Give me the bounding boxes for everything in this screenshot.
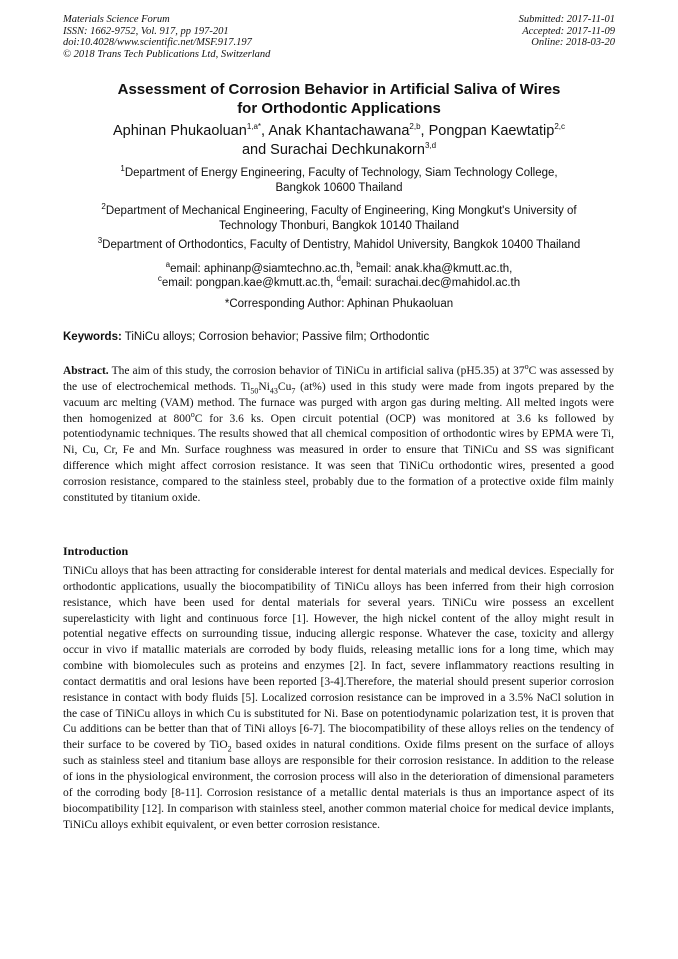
keywords — [63, 331, 623, 343]
author-4-affil: 3,d — [424, 141, 437, 151]
affiliation-3-number: 3 — [97, 236, 103, 246]
keywords-label: Keywords: — [63, 331, 122, 343]
journal-name: Materials Science Forum — [63, 14, 170, 25]
subscript: 2 — [227, 744, 232, 754]
email-c[interactable]: email: pongpan.kae@kmutt.ac.th, — [161, 277, 337, 289]
author-4: Surachai Dechkunakorn — [270, 142, 425, 158]
introduction-body — [63, 564, 614, 833]
journal-copyright: © 2018 Trans Tech Publications Ltd, Switzerland — [63, 48, 271, 60]
affiliation-2-line-2: Technology Thonburi, Bangkok 10140 Thailand — [219, 220, 459, 232]
email-b[interactable]: email: anak.kha@kmutt.ac.th, — [360, 263, 513, 275]
affiliation-1-number: 1 — [120, 164, 125, 174]
author-1: Aphinan Phukaoluan — [112, 123, 247, 139]
email-d[interactable]: email: surachai.dec@mahidol.ac.th — [340, 277, 521, 289]
abstract-text: C for 3.6 ks. Open circuit potential (OCP) was monitored at 3.6 ks followed by potentiodynamic techniques. The results showed that all chemical composition of orthodontic wires by EPMA were Ti, Ni, Cu, Cr, Fe and Mn. Surface roughness was measured in order to ensure that TiNiCu and SS was significant difference which might affect corrosion resistance. It was seen that TiNiCu orthodontic wires, presented a good corrosion resistance, compared to the stainless steel, probably due to the formation of a protective oxide film mainly constituted by titanium oxide. — [63, 412, 614, 504]
paper-title — [0, 80, 678, 118]
author-1-affil: 1,a* — [246, 122, 262, 132]
abstract-text: C was assessed by the use of electrochemical methods. Ti — [63, 365, 614, 393]
author-2-affil: 2,b — [409, 122, 421, 132]
email-c-marker: c — [157, 274, 162, 284]
degree-symbol: o — [524, 362, 529, 372]
affiliation-2 — [0, 204, 678, 234]
affiliation-3-text: Department of Orthodontics, Faculty of Dentistry, Mahidol University, Bangkok 10400 Thailand — [102, 239, 581, 251]
introduction-heading: Introduction — [63, 544, 129, 558]
email-d-marker: d — [336, 274, 341, 284]
abstract-text: The aim of this study, the corrosion behavior of TiNiCu in artificial saliva (pH5.35) at 37 — [108, 365, 525, 377]
keywords-text: TiNiCu alloys; Corrosion behavior; Passive film; Orthodontic — [121, 331, 430, 343]
title-line-1: Assessment of Corrosion Behavior in Artificial Saliva of Wires — [117, 81, 561, 98]
email-b-marker: b — [356, 260, 361, 270]
journal-info — [63, 14, 270, 60]
abstract-label: Abstract. — [63, 365, 109, 377]
introduction-text: TiNiCu alloys that has been attracting for considerable interest for dental materials and medical devices. Especially for orthodontic applications, usually the biocompatibility of TiNiCu alloys has been inferred from their high corrosion resistance, which have been used for dental materials for several years. TiNiCu wire possess an excellent superelasticity with light and continuous force [1]. However, the high nickel content of the alloy might result in potential negative effects on surrounding tissue, inducing allergic response. Whatever the case, toxicity and allergy occur in vivo if matallic materials are corroded by body fluids, releasing metallic ions for a long time, which may combine with biomolecules such as proteins and enzymes [2]. In fact, severe inflammatory reactions resulting in contact dermatitis and oral lesions have been reported [3-4].Therefore, the material should present superior corrosion resistance in contact with body fluids [5]. Localized corrosion resistance can be improved in a 3.5% NaCl solution in the case of TiNiCu alloys in which Cu is substituted for Ni. Base on potentiodynamic polarization test, it is proven that Cu additions can be better than that of TiNi alloys [6-7]. The biocompatibility of these alloys relies on the tendency of their surface to be covered by TiO — [63, 565, 614, 752]
publication-dates — [519, 14, 615, 49]
submitted-date: Submitted: 2017-11-01 — [518, 14, 615, 25]
accepted-date: Accepted: 2017-11-09 — [522, 25, 615, 37]
introduction-text: based oxides in natural conditions. Oxide films present on the surface of alloys such as stainless steel and titanium base alloys are responsible for their corrosion resistance. In addition to the release of ions in the physiological environment, the corrosion process will also in the deterioration of dimensional parameters of the corroding body [8-11]. Corrosion resistance of a metallic dental materials is thus an importance aspect of its biocompatibility [12]. In comparison with stainless steel, another common material choice for medical device implants, TiNiCu alloys exhibit equivalent, or even better corrosion resistance. — [63, 739, 614, 831]
abstract-text: Cu — [277, 380, 292, 393]
author-2: Anak Khantachawana — [268, 123, 410, 139]
author-and: and — [241, 142, 271, 158]
email-list — [0, 262, 678, 290]
affiliation-3 — [0, 238, 678, 253]
email-a-marker: a — [165, 260, 171, 270]
degree-symbol: o — [190, 409, 195, 419]
title-line-2: for Orthodontic Applications — [237, 100, 441, 117]
affiliation-2-number: 2 — [101, 202, 106, 212]
affiliation-2-line-1: Department of Mechanical Engineering, Faculty of Engineering, King Mongkut's University of — [105, 205, 577, 217]
author-3: Pongpan Kaewtatip — [428, 123, 555, 139]
journal-issn: ISSN: 1662-9752, Vol. 917, pp 197-201 — [63, 25, 229, 37]
author-list: Aphinan Phukaoluan$^{1,a*}$, Anak Khantachawana$^{2,b}$, Pongpan Kaewtatip$^{2,c}$ and Surachai Dechkunakorn$^{3,d}$ — [112, 122, 566, 158]
abstract-text: (at%) used in this study were made from ingots prepared by the vacuum arc melting (VAM) method. The furnace was purged with argon gas during melting. All melted ingots were then homogenized at 800 — [63, 380, 614, 425]
subscript: 43 — [269, 386, 278, 396]
abstract — [63, 364, 614, 507]
journal-doi[interactable]: doi:10.4028/www.scientific.net/MSF.917.197 — [63, 37, 252, 48]
subscript: 7 — [291, 386, 296, 396]
corresponding-author: *Corresponding Author: Aphinan Phukaoluan — [224, 298, 454, 310]
online-date: Online: 2018-03-20 — [531, 37, 615, 48]
subscript: 50 — [250, 386, 259, 396]
affiliation-1-line-1: Department of Energy Engineering, Faculty of Technology, Siam Technology College, — [124, 167, 558, 179]
affiliation-1-line-2: Bangkok 10600 Thailand — [275, 182, 403, 194]
abstract-text: Ni — [258, 380, 270, 393]
email-a[interactable]: email: aphinanp@siamtechno.ac.th, — [170, 263, 357, 275]
affiliation-1 — [0, 166, 678, 196]
author-3-affil: 2,c — [554, 122, 566, 132]
